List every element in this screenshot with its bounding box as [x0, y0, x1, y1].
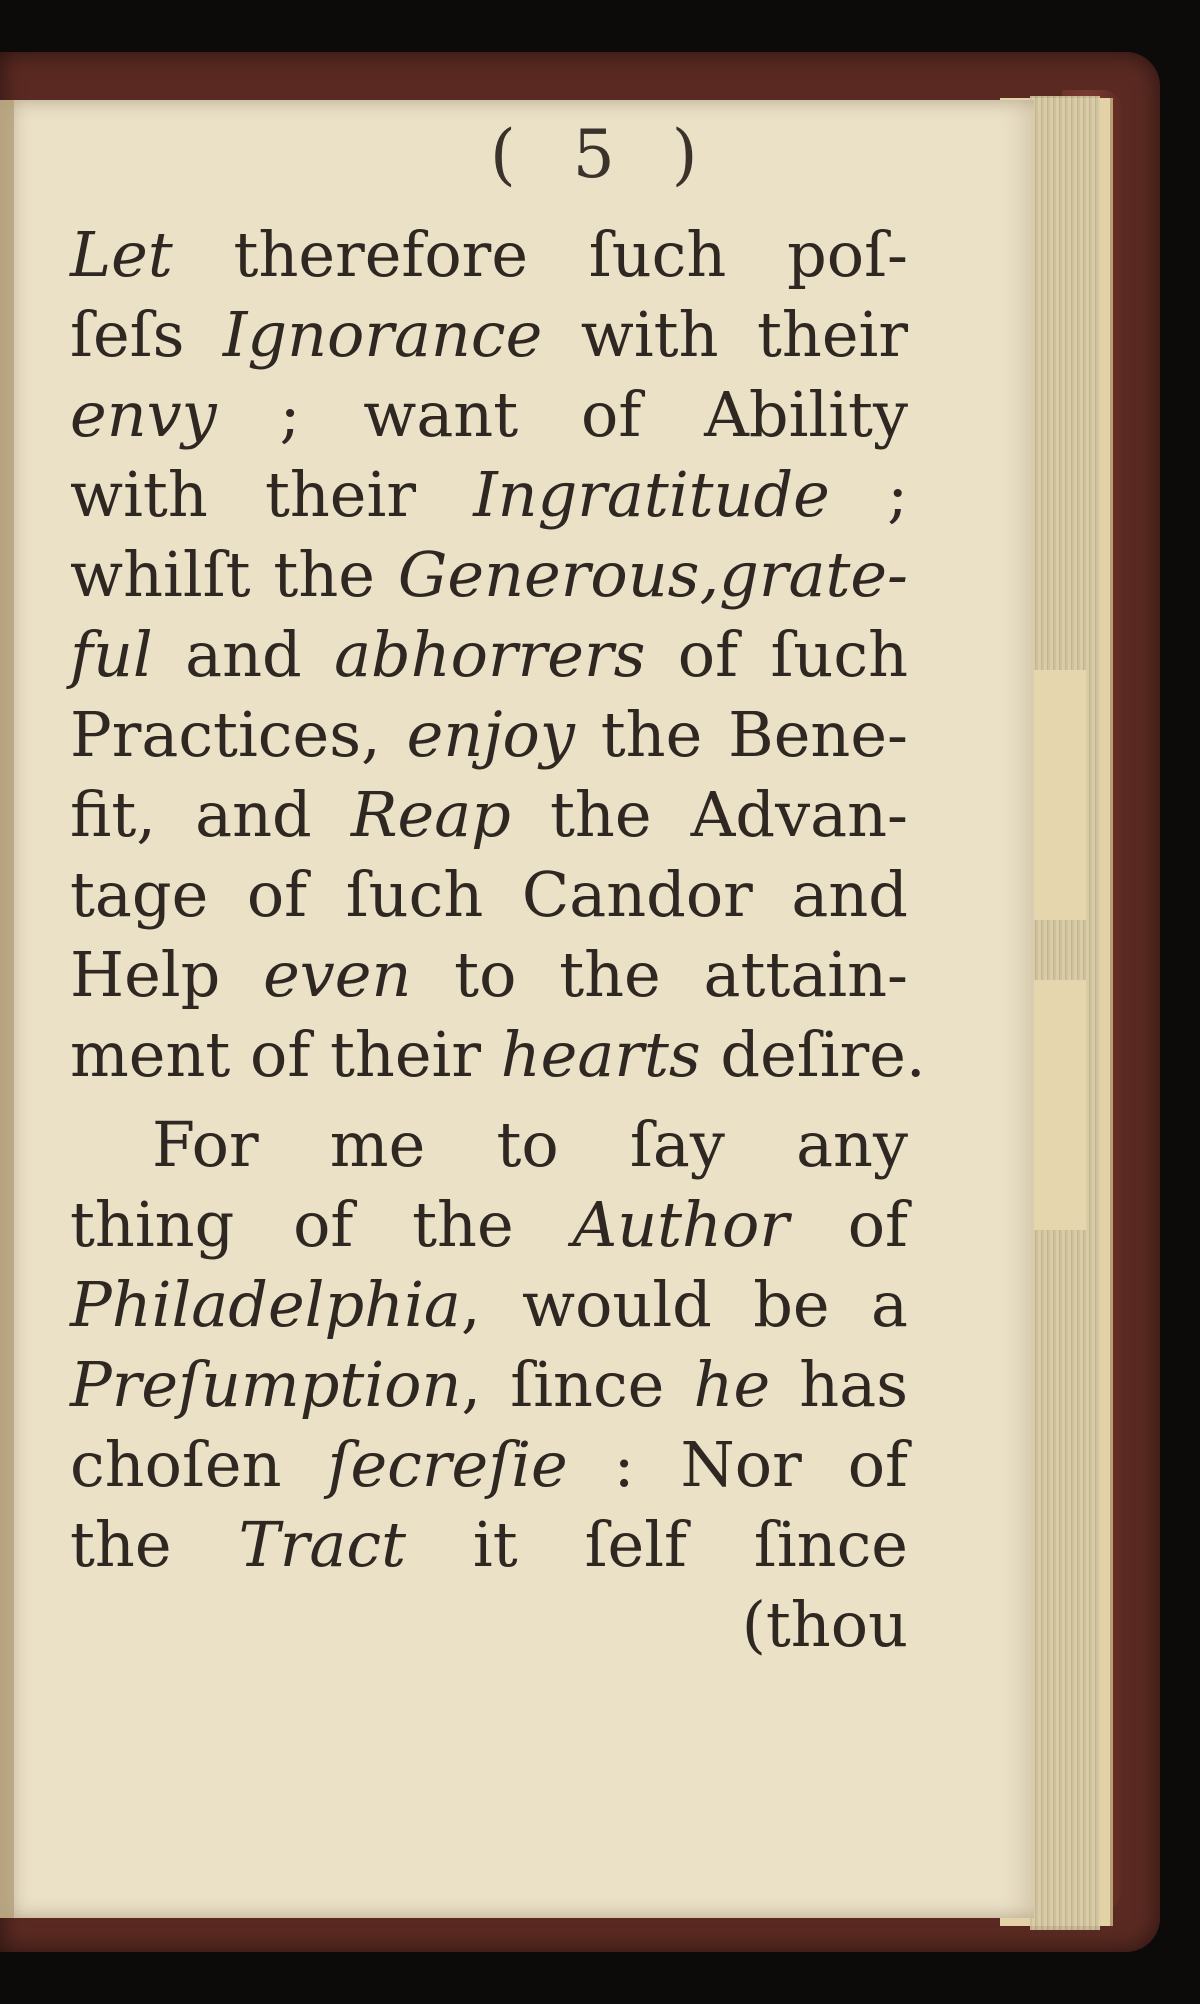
text-line: [70, 295, 908, 375]
word: For me to ſay any: [152, 1108, 908, 1181]
text-line: [70, 695, 908, 775]
text-line: [70, 1105, 908, 1185]
word: has: [770, 1348, 909, 1421]
word: abhorrers: [334, 618, 646, 691]
page-gutter: [0, 100, 14, 1918]
word: , ſince: [461, 1348, 694, 1421]
text-line: [70, 1505, 908, 1585]
word: the Bene-: [574, 698, 909, 771]
word: of ſuch: [645, 618, 908, 691]
word: enjoy: [406, 698, 575, 771]
text-line: [70, 855, 908, 935]
word: Philadelphia: [70, 1268, 461, 1341]
text-line: [70, 935, 908, 1015]
word: Author: [572, 1188, 789, 1261]
text-line: [70, 375, 908, 455]
word: and: [152, 618, 335, 691]
word: ſecreſie: [327, 1428, 568, 1501]
word: with their: [70, 458, 474, 531]
text-line: [70, 1015, 926, 1095]
word: Ingratitude: [473, 458, 830, 531]
word: (thou: [741, 1588, 908, 1661]
word: ful: [70, 618, 153, 691]
word: Generous,grate-: [397, 538, 908, 611]
word: , would be a: [460, 1268, 908, 1341]
word: tage of ſuch Candor and: [70, 858, 908, 931]
word: whilſt the: [70, 538, 398, 611]
word: choſen: [70, 1428, 328, 1501]
word: the: [70, 1508, 239, 1581]
word: ; want of Ability: [216, 378, 908, 451]
catchword: [70, 1585, 908, 1665]
word: to the attain-: [411, 938, 908, 1011]
word: Let: [70, 218, 173, 291]
word: ;: [829, 458, 908, 531]
word: thing of the: [70, 1188, 573, 1261]
text-line: [70, 775, 908, 855]
text-line: [70, 1265, 908, 1345]
text-line: [70, 215, 908, 295]
word: Tract: [238, 1508, 407, 1581]
text-line: [70, 1345, 908, 1425]
text-line: [70, 1425, 908, 1505]
word: Reap: [350, 778, 511, 851]
word: envy: [70, 378, 217, 451]
text-line: [70, 455, 908, 535]
text-line: [70, 535, 908, 615]
word: it ſelf ſince: [406, 1508, 908, 1581]
page-number: ( 5 ): [490, 116, 716, 193]
text-line: [70, 1185, 908, 1265]
word: of: [788, 1188, 909, 1261]
word: Practices,: [70, 698, 407, 771]
text-line: [70, 615, 908, 695]
word: ment of their: [70, 1018, 501, 1091]
word: Ignorance: [222, 298, 543, 371]
word: therefore ſuch poſ-: [172, 218, 908, 291]
word: ſeſs: [70, 298, 223, 371]
page-text: [70, 115, 926, 1815]
word: : Nor of: [567, 1428, 908, 1501]
word: with their: [542, 298, 908, 371]
word: the Advan-: [510, 778, 908, 851]
word: Help: [70, 938, 264, 1011]
word: even: [263, 938, 412, 1011]
word: he: [693, 1348, 771, 1421]
word: hearts: [500, 1018, 701, 1091]
word: Preſumption: [70, 1348, 462, 1421]
word: fit, and: [70, 778, 351, 851]
word: deſire.: [700, 1018, 926, 1091]
